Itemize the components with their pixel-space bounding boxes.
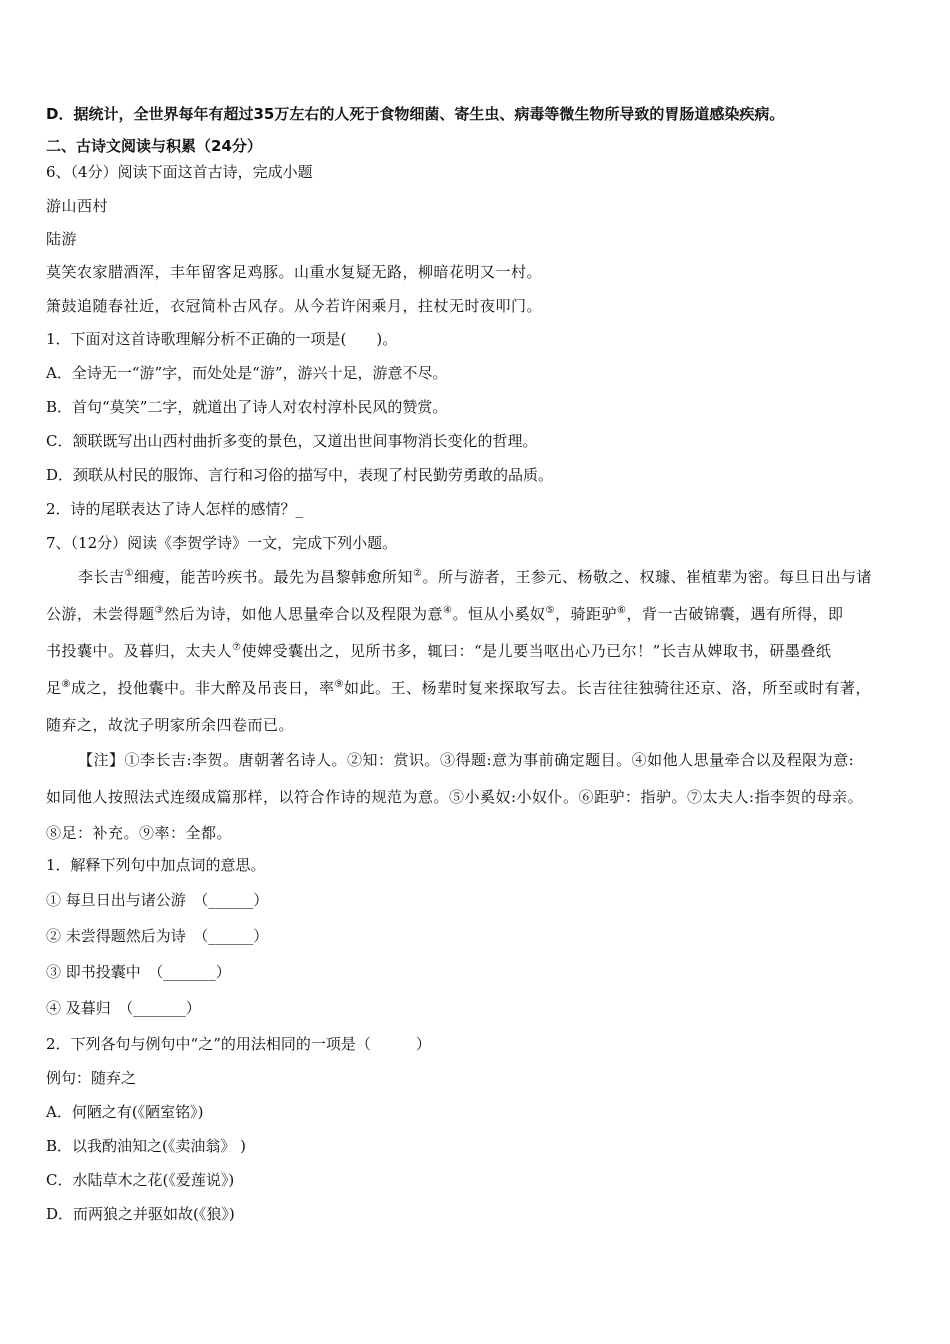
option-c: C．水陆草木之花(《爱莲说》)	[46, 1171, 235, 1189]
poem-line: 莫笑农家腊酒浑，丰年留客足鸡豚。山重水复疑无路，柳暗花明又一村。	[46, 263, 543, 281]
note-line: 如同他人按照法式连缀成篇那样，以符合作诗的规范为意。⑤小奚奴:小奴仆。⑥距驴：指驴。⑦太夫人:指李贺的母亲。	[46, 788, 864, 806]
note-line: ⑧足：补充。⑨率：全都。	[46, 824, 233, 842]
question-7-1: 1．解释下列句中加点词的意思。	[46, 856, 266, 874]
poem-line: 箫鼓追随春社近，衣冠简朴古风存。从今若许闲乘月，拄杖无时夜叩门。	[46, 297, 543, 315]
option-d: D．而两狼之并驱如故(《狼》)	[46, 1205, 235, 1223]
passage-line: 随弃之，故沈子明家所余四卷而已。	[46, 716, 295, 734]
option-a: A．全诗无一“游”字，而处处是“游”，游兴十足，游意不尽。	[46, 364, 448, 382]
blank-item: ③ 即书投囊中 （_______）	[46, 963, 231, 981]
question-6: 6、（4分）阅读下面这首古诗，完成小题	[46, 163, 313, 181]
question-7: 7、（12分）阅读《李贺学诗》一文，完成下列小题。	[46, 534, 398, 552]
blank-item: ④ 及暮归 （_______）	[46, 999, 201, 1017]
note-line: 【注】①李长吉:李贺。唐朝著名诗人。②知：赏识。③得题:意为事前确定题目。④如他人思量牵合以及程限为意:	[78, 751, 855, 769]
option-b: B．以我酌油知之(《卖油翁》 )	[46, 1137, 246, 1155]
option-b: B．首句“莫笑”二字，就道出了诗人对农村淳朴民风的赞赏。	[46, 398, 448, 416]
passage-line: 足⑧成之，投他囊中。非大醉及吊丧日，率⑨如此。王、杨辈时复来探取写去。长吉往往独骑往还京、洛，所至或时有著，	[46, 679, 871, 697]
question-6-1: 1．下面对这首诗歌理解分析不正确的一项是( )。	[46, 330, 398, 348]
example-sentence: 例句：随弃之	[46, 1069, 137, 1087]
blank-item: ① 每旦日出与诸公游 （______）	[46, 891, 269, 909]
option-d-previous: D．据统计，全世界每年有超过35万左右的人死于食物细菌、寄生虫、病毒等微生物所导致的胃肠道感染疾病。	[46, 105, 785, 123]
blank-item: ② 未尝得题然后为诗 （______）	[46, 927, 269, 945]
passage-line: 书投囊中。及暮归，太夫人⑦使婢受囊出之，见所书多，辄曰：“是儿要当呕出心乃已尔！”长吉从婢取书，研墨叠纸	[46, 642, 832, 660]
option-d: D．颈联从村民的服饰、言行和习俗的描写中，表现了村民勤劳勇敢的品质。	[46, 466, 554, 484]
option-c: C．颔联既写出山西村曲折多变的景色，又道出世间事物消长变化的哲理。	[46, 432, 538, 450]
section-heading: 二、古诗文阅读与积累（24分）	[46, 137, 262, 155]
poem-author: 陆游	[46, 230, 78, 248]
poem-title: 游山西村	[46, 197, 109, 215]
passage-line: 公游，未尝得题③然后为诗，如他人思量牵合以及程限为意④。恒从小奚奴⑤，骑距驴⑥，背一古破锦囊，遇有所得，即	[46, 605, 844, 623]
question-7-2: 2．下列各句与例句中“之”的用法相同的一项是（ ）	[46, 1035, 431, 1053]
passage-line: 李长吉①细瘦，能苦吟疾书。最先为昌黎韩愈所知②。所与游者，王参元、杨敬之、权璩、崔植辈为密。每旦日出与诸	[78, 568, 872, 586]
question-6-2: 2．诗的尾联表达了诗人怎样的感情？_	[46, 500, 304, 518]
option-a: A．何陋之有(《陋室铭》)	[46, 1103, 204, 1121]
